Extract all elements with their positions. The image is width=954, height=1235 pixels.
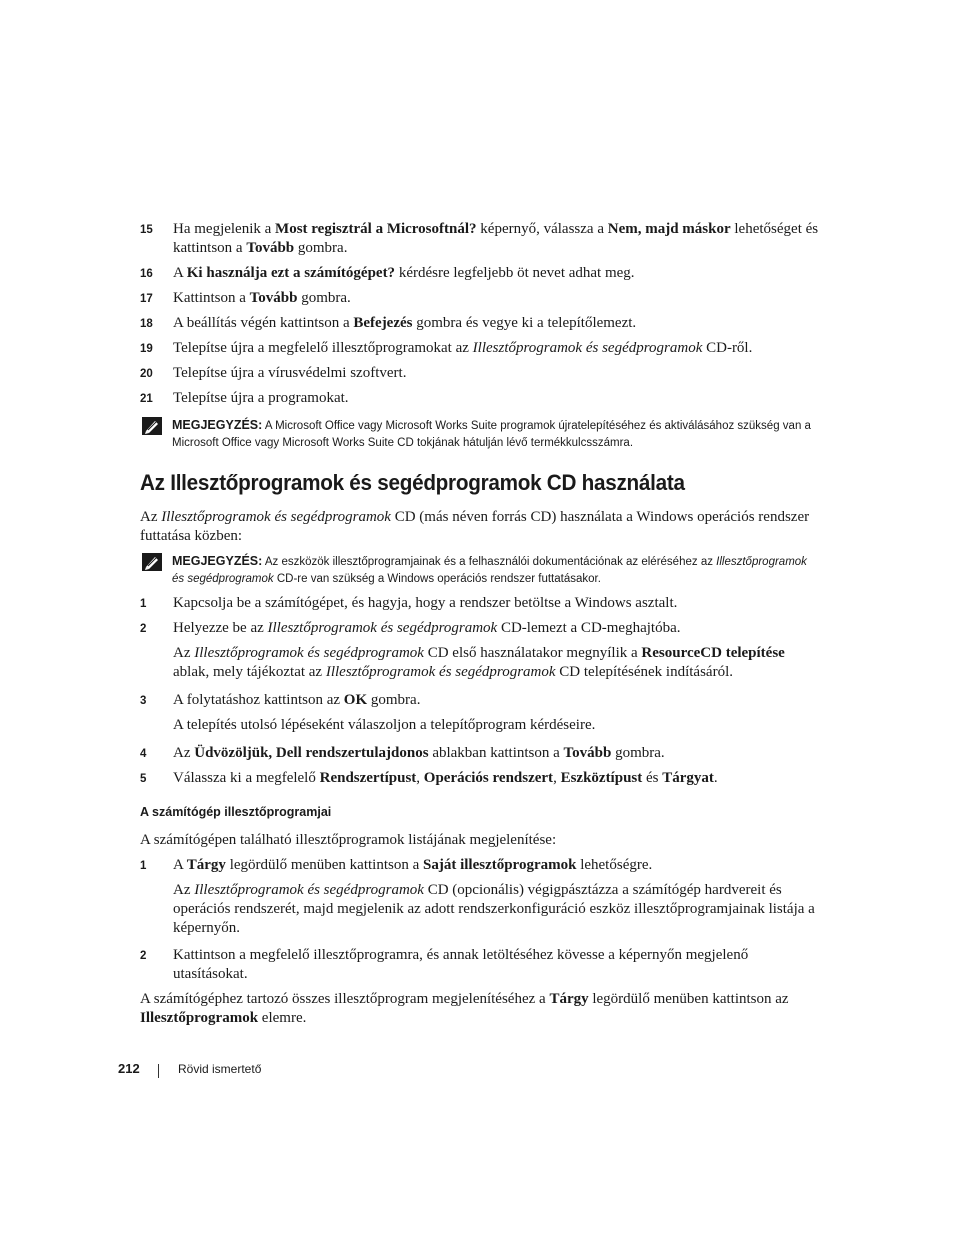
text-run: Tárgy bbox=[549, 991, 589, 1007]
step-number: 17 bbox=[140, 293, 153, 305]
step-detail bbox=[173, 716, 823, 735]
text-run: Illesztőprogramok és segédprogramok bbox=[194, 645, 424, 661]
text-run: Ha megjelenik a bbox=[173, 221, 276, 237]
text-run: Az eszközök illesztőprogramjainak és a felhasználói dokumentációnak az eléréséhez az bbox=[262, 556, 717, 568]
step-text bbox=[173, 289, 823, 308]
step-number: 20 bbox=[140, 368, 153, 380]
step-text bbox=[173, 594, 823, 613]
text-run: , bbox=[553, 770, 561, 786]
step-number: 2 bbox=[140, 950, 147, 962]
text-run: Telepítse újra a programokat. bbox=[173, 390, 349, 406]
text-run: OK bbox=[343, 692, 368, 708]
text-run: Befejezés bbox=[353, 315, 413, 331]
text-run: Kattintson a bbox=[173, 290, 250, 306]
step-text bbox=[173, 744, 823, 763]
closing-paragraph bbox=[140, 990, 830, 1028]
page-number: 212 bbox=[118, 1061, 140, 1076]
text-run: Tovább bbox=[563, 745, 612, 761]
text-run: gombra. bbox=[611, 745, 665, 761]
text-run: Illesztőprogramok és segédprogramok bbox=[267, 620, 498, 636]
text-run: CD-re van szükség a Windows operációs rendszer futtatásakor. bbox=[273, 573, 601, 585]
text-run: Az bbox=[173, 745, 195, 761]
text-run: elemre. bbox=[258, 1010, 307, 1026]
text-run: Operációs rendszert bbox=[423, 770, 554, 786]
text-run: CD-lemezt a CD-meghajtóba. bbox=[497, 620, 681, 636]
text-run: lehetőségre. bbox=[576, 857, 653, 873]
text-run: Illesztőprogramok és segédprogramok bbox=[194, 882, 424, 898]
text-run: A bbox=[173, 265, 187, 281]
text-run: Kattintson a megfelelő illesztőprogramra, és annak letöltéséhez kövesse a képernyőn megjelenő utasításokat. bbox=[173, 947, 749, 982]
text-run: CD (más néven forrás CD) használata a Windows operációs rendszer futtatása közben: bbox=[140, 509, 810, 544]
text-run: legördülő menüben kattintson az bbox=[588, 991, 789, 1007]
text-run: Illesztőprogramok és segédprogramok bbox=[472, 340, 703, 356]
step-number: 4 bbox=[140, 748, 147, 760]
text-run: Kapcsolja be a számítógépet, és hagyja, hogy a rendszer betöltse a Windows asztalt. bbox=[173, 595, 678, 611]
text-run: Eszköztípust bbox=[560, 770, 643, 786]
step-text bbox=[173, 339, 823, 358]
text-run: Tárgy bbox=[186, 857, 226, 873]
text-run: A számítógéphez tartozó összes illesztőprogram megjelenítéséhez a bbox=[140, 991, 550, 1007]
text-run: ablak, mely tájékoztat az bbox=[173, 664, 326, 680]
text-run: és bbox=[642, 770, 663, 786]
text-run: Válassza ki a megfelelő bbox=[173, 770, 320, 786]
step-number: 15 bbox=[140, 224, 153, 236]
text-run: gombra. bbox=[297, 290, 351, 306]
text-run: Rendszertípust bbox=[319, 770, 417, 786]
text-run: A bbox=[173, 857, 187, 873]
text-run: Illesztőprogramok és segédprogramok bbox=[172, 556, 807, 585]
text-run: Helyezze be az bbox=[173, 620, 268, 636]
step-number: 16 bbox=[140, 268, 153, 280]
text-run: legördülő menüben kattintson a bbox=[225, 857, 423, 873]
footer-divider bbox=[158, 1064, 159, 1078]
section-heading: Az Illesztőprogramok és segédprogramok CD használata bbox=[140, 470, 685, 495]
text-run: lehetőséget és kattintson a bbox=[173, 221, 819, 256]
text-run: CD (opcionális) végigpásztázza a számítógép hardvereit és operációs rendszerét, majd megjelenik az adott rendszerkonfiguráció eszköz illesztőprogramjainak listája a képernyőn. bbox=[173, 882, 815, 936]
note-pencil-icon bbox=[142, 417, 162, 435]
text-run: kérdésre legfeljebb öt nevet adhat meg. bbox=[395, 265, 635, 281]
text-run: , bbox=[416, 770, 424, 786]
text-run: . bbox=[713, 770, 718, 786]
step-number: 1 bbox=[140, 598, 147, 610]
step-text bbox=[173, 691, 823, 710]
step-number: 19 bbox=[140, 343, 153, 355]
text-run: A beállítás végén kattintson a bbox=[173, 315, 354, 331]
footer-section-title: Rövid ismertető bbox=[178, 1062, 262, 1076]
step-text bbox=[173, 220, 823, 258]
text-run: CD telepítésének indításáról. bbox=[555, 664, 733, 680]
text-run: CD első használatakor megnyílik a bbox=[423, 645, 642, 661]
text-run: ablakban kattintson a bbox=[428, 745, 564, 761]
step-text bbox=[173, 364, 823, 383]
text-run: Tovább bbox=[246, 240, 295, 256]
step-text bbox=[173, 314, 823, 333]
note-text bbox=[172, 417, 822, 452]
step-detail bbox=[173, 644, 823, 682]
step-number: 18 bbox=[140, 318, 153, 330]
step-text bbox=[173, 946, 823, 984]
page-footer bbox=[118, 1061, 262, 1076]
step-text bbox=[173, 619, 823, 638]
note-label: MEGJEGYZÉS: bbox=[172, 554, 263, 568]
text-run: Saját illesztőprogramok bbox=[422, 857, 577, 873]
text-run: képernyő, válassza a bbox=[476, 221, 608, 237]
text-run: A számítógépen található illesztőprogramok listájának megjelenítése: bbox=[140, 832, 557, 848]
text-run: Az bbox=[140, 509, 162, 525]
text-run: gombra. bbox=[367, 692, 421, 708]
text-run: Telepítse újra a megfelelő illesztőprogramokat az bbox=[173, 340, 473, 356]
text-run: Illesztőprogramok bbox=[140, 1010, 259, 1026]
text-run: Az bbox=[173, 645, 195, 661]
step-text bbox=[173, 264, 823, 283]
text-run: Az bbox=[173, 882, 195, 898]
text-run: gombra. bbox=[294, 240, 348, 256]
text-run: CD-ről. bbox=[702, 340, 753, 356]
text-run: Telepítse újra a vírusvédelmi szoftvert. bbox=[173, 365, 407, 381]
step-text bbox=[173, 856, 823, 875]
step-number: 1 bbox=[140, 860, 147, 872]
drivers-intro bbox=[140, 831, 830, 850]
text-run: Ki használja ezt a számítógépet? bbox=[186, 265, 396, 281]
text-run: A folytatáshoz kattintson az bbox=[173, 692, 344, 708]
note-body bbox=[172, 556, 807, 585]
step-number: 2 bbox=[140, 623, 147, 635]
note-body bbox=[172, 420, 811, 449]
step-number: 5 bbox=[140, 773, 147, 785]
text-run: Most regisztrál a Microsoftnál? bbox=[275, 221, 477, 237]
text-run: ResourceCD telepítése bbox=[641, 645, 785, 661]
step-text bbox=[173, 389, 823, 408]
text-run: Tárgyat bbox=[662, 770, 714, 786]
text-run: gombra és vegye ki a telepítőlemezt. bbox=[412, 315, 637, 331]
note-pencil-icon bbox=[142, 553, 162, 571]
subsection-heading: A számítógép illesztőprogramjai bbox=[140, 805, 332, 819]
text-run: A Microsoft Office vagy Microsoft Works Suite programok újratelepítéséhez és aktiválásához szükség van a Microsoft Office vagy Microsoft Works Suite CD tokjának hátulján lévő termékkulcsszámra. bbox=[172, 420, 811, 449]
note-text bbox=[172, 553, 822, 588]
intro-paragraph bbox=[140, 508, 830, 546]
text-run: Nem, majd máskor bbox=[607, 221, 731, 237]
text-run: Illesztőprogramok és segédprogramok bbox=[325, 664, 556, 680]
text-run: A telepítés utolsó lépéseként válaszoljon a telepítőprogram kérdéseire. bbox=[173, 717, 596, 733]
text-run: Illesztőprogramok és segédprogramok bbox=[161, 509, 391, 525]
step-detail bbox=[173, 881, 823, 938]
note-label: MEGJEGYZÉS: bbox=[172, 418, 263, 432]
text-run: Üdvözöljük, Dell rendszertulajdonos bbox=[194, 745, 429, 761]
step-number: 21 bbox=[140, 393, 153, 405]
step-text bbox=[173, 769, 823, 788]
step-number: 3 bbox=[140, 695, 147, 707]
text-run: Tovább bbox=[249, 290, 298, 306]
